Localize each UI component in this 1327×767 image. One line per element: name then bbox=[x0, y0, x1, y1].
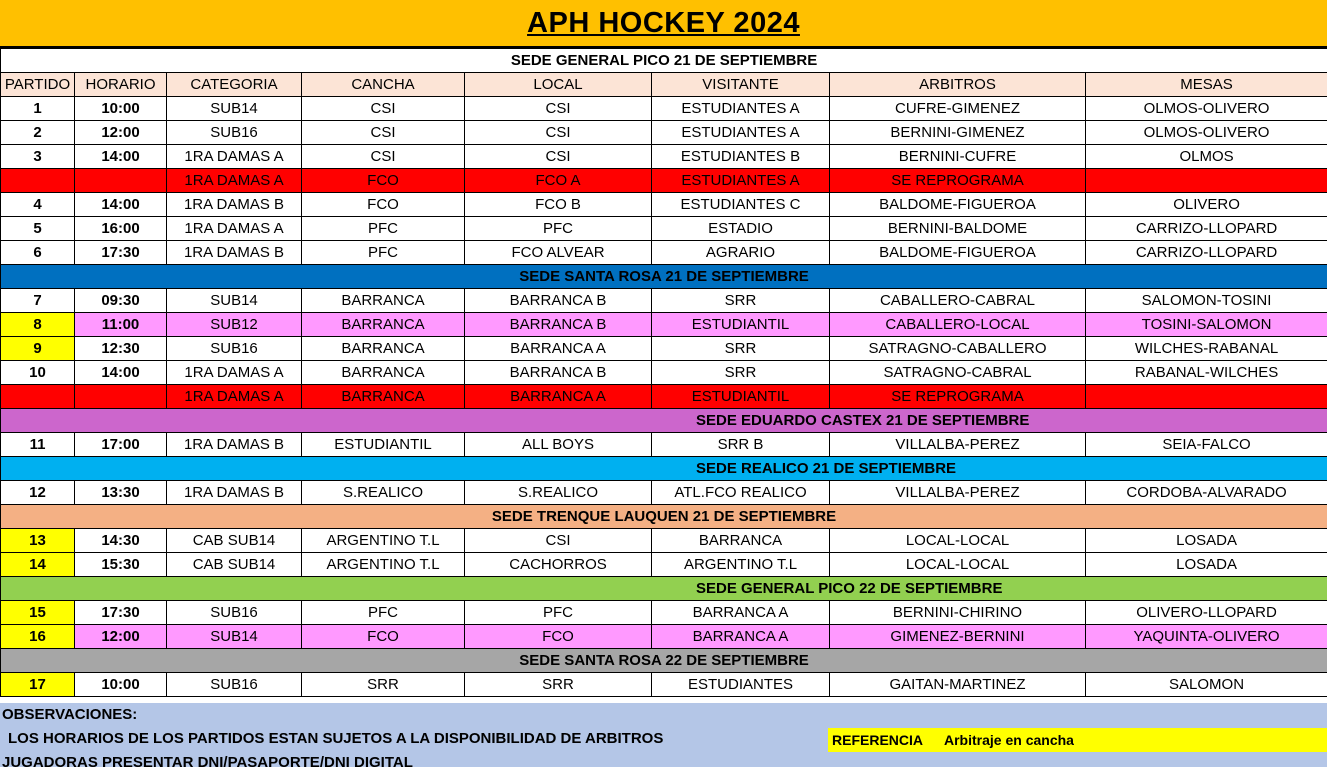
partido-cell[interactable]: 3 bbox=[1, 145, 75, 169]
categoria-cell[interactable]: SUB14 bbox=[167, 625, 302, 649]
match-row bbox=[1, 529, 1327, 553]
mesas-cell[interactable]: TOSINI-SALOMON bbox=[1086, 313, 1327, 337]
partido-cell[interactable]: 9 bbox=[1, 337, 75, 361]
horario-cell[interactable]: 10:00 bbox=[75, 673, 167, 697]
match-row bbox=[1, 433, 1327, 457]
horario-cell[interactable]: 11:00 bbox=[75, 313, 167, 337]
partido-cell[interactable]: 4 bbox=[1, 193, 75, 217]
cancha-cell[interactable]: BARRANCA bbox=[302, 337, 465, 361]
local-cell[interactable]: PFC bbox=[465, 601, 652, 625]
arbitros-cell[interactable]: VILLALBA-PEREZ bbox=[830, 433, 1086, 457]
venue-title[interactable]: SEDE GENERAL PICO 22 DE SEPTIEMBRE bbox=[1, 577, 1327, 601]
match-row bbox=[1, 337, 1327, 361]
partido-cell[interactable]: 15 bbox=[1, 601, 75, 625]
categoria-cell[interactable]: 1RA DAMAS A bbox=[167, 169, 302, 193]
visitante-cell[interactable]: ESTUDIANTES A bbox=[652, 121, 830, 145]
horario-cell[interactable] bbox=[75, 169, 167, 193]
partido-cell[interactable]: 8 bbox=[1, 313, 75, 337]
venue-title[interactable]: SEDE SANTA ROSA 22 DE SEPTIEMBRE bbox=[1, 649, 1327, 673]
visitante-cell[interactable]: BARRANCA A bbox=[652, 625, 830, 649]
mesas-cell[interactable] bbox=[1086, 169, 1327, 193]
mesas-cell[interactable]: RABANAL-WILCHES bbox=[1086, 361, 1327, 385]
match-row bbox=[1, 145, 1327, 169]
column-header[interactable]: CANCHA bbox=[302, 73, 465, 97]
local-cell[interactable]: CACHORROS bbox=[465, 553, 652, 577]
categoria-cell[interactable]: SUB14 bbox=[167, 289, 302, 313]
partido-cell[interactable]: 12 bbox=[1, 481, 75, 505]
cancha-cell[interactable]: CSI bbox=[302, 121, 465, 145]
partido-cell[interactable]: 14 bbox=[1, 553, 75, 577]
local-cell[interactable]: BARRANCA A bbox=[465, 385, 652, 409]
partido-cell[interactable]: 5 bbox=[1, 217, 75, 241]
sheet-title: APH HOCKEY 2024 bbox=[527, 6, 800, 39]
mesas-cell[interactable]: LOSADA bbox=[1086, 553, 1327, 577]
venue-title[interactable]: SEDE REALICO 21 DE SEPTIEMBRE bbox=[1, 457, 1327, 481]
mesas-cell[interactable]: CARRIZO-LLOPARD bbox=[1086, 241, 1327, 265]
arbitros-cell[interactable]: CABALLERO-LOCAL bbox=[830, 313, 1086, 337]
venue-row bbox=[1, 265, 1327, 289]
observations-title: OBSERVACIONES: bbox=[2, 706, 138, 723]
visitante-cell[interactable]: ESTUDIANTIL bbox=[652, 313, 830, 337]
arbitros-cell[interactable]: LOCAL-LOCAL bbox=[830, 553, 1086, 577]
match-row bbox=[1, 361, 1327, 385]
match-row bbox=[1, 193, 1327, 217]
mesas-cell[interactable]: SALOMON bbox=[1086, 673, 1327, 697]
cancha-cell[interactable]: BARRANCA bbox=[302, 313, 465, 337]
horario-cell[interactable]: 14:30 bbox=[75, 529, 167, 553]
visitante-cell[interactable]: SRR bbox=[652, 289, 830, 313]
venue-title[interactable]: SEDE GENERAL PICO 21 DE SEPTIEMBRE bbox=[1, 49, 1327, 73]
local-cell[interactable]: PFC bbox=[465, 217, 652, 241]
cancha-cell[interactable]: S.REALICO bbox=[302, 481, 465, 505]
cancha-cell[interactable]: FCO bbox=[302, 169, 465, 193]
reference-box bbox=[828, 728, 1327, 752]
categoria-cell[interactable]: 1RA DAMAS B bbox=[167, 433, 302, 457]
partido-cell[interactable]: 2 bbox=[1, 121, 75, 145]
cancha-cell[interactable]: ESTUDIANTIL bbox=[302, 433, 465, 457]
arbitros-cell[interactable]: VILLALBA-PEREZ bbox=[830, 481, 1086, 505]
local-cell[interactable]: FCO ALVEAR bbox=[465, 241, 652, 265]
column-header[interactable]: ARBITROS bbox=[830, 73, 1086, 97]
cancha-cell[interactable]: FCO bbox=[302, 625, 465, 649]
venue-title[interactable]: SEDE EDUARDO CASTEX 21 DE SEPTIEMBRE bbox=[1, 409, 1327, 433]
partido-cell[interactable] bbox=[1, 169, 75, 193]
arbitros-cell[interactable]: SE REPROGRAMA bbox=[830, 385, 1086, 409]
visitante-cell[interactable]: ATL.FCO REALICO bbox=[652, 481, 830, 505]
arbitros-cell[interactable]: SE REPROGRAMA bbox=[830, 169, 1086, 193]
match-row bbox=[1, 241, 1327, 265]
visitante-cell[interactable]: ESTUDIANTES A bbox=[652, 97, 830, 121]
categoria-cell[interactable]: SUB12 bbox=[167, 313, 302, 337]
match-row bbox=[1, 481, 1327, 505]
cancha-cell[interactable]: PFC bbox=[302, 241, 465, 265]
horario-cell[interactable]: 10:00 bbox=[75, 97, 167, 121]
column-header[interactable]: LOCAL bbox=[465, 73, 652, 97]
horario-cell[interactable]: 14:00 bbox=[75, 361, 167, 385]
mesas-cell[interactable]: CARRIZO-LLOPARD bbox=[1086, 217, 1327, 241]
mesas-cell[interactable]: WILCHES-RABANAL bbox=[1086, 337, 1327, 361]
categoria-cell[interactable]: 1RA DAMAS A bbox=[167, 385, 302, 409]
venue-title[interactable]: SEDE TRENQUE LAUQUEN 21 DE SEPTIEMBRE bbox=[1, 505, 1327, 529]
local-cell[interactable]: FCO B bbox=[465, 193, 652, 217]
horario-cell[interactable] bbox=[75, 385, 167, 409]
match-row bbox=[1, 217, 1327, 241]
partido-cell[interactable]: 17 bbox=[1, 673, 75, 697]
cancha-cell[interactable]: PFC bbox=[302, 217, 465, 241]
arbitros-cell[interactable]: BERNINI-CUFRE bbox=[830, 145, 1086, 169]
header-row bbox=[1, 73, 1327, 97]
visitante-cell[interactable]: ARGENTINO T.L bbox=[652, 553, 830, 577]
horario-cell[interactable]: 09:30 bbox=[75, 289, 167, 313]
match-row bbox=[1, 289, 1327, 313]
visitante-cell[interactable]: BARRANCA A bbox=[652, 601, 830, 625]
horario-cell[interactable]: 12:00 bbox=[75, 625, 167, 649]
partido-cell[interactable]: 6 bbox=[1, 241, 75, 265]
cancha-cell[interactable]: FCO bbox=[302, 193, 465, 217]
venue-row bbox=[1, 505, 1327, 529]
venue-row bbox=[1, 457, 1327, 481]
categoria-cell[interactable]: 1RA DAMAS B bbox=[167, 481, 302, 505]
horario-cell[interactable]: 16:00 bbox=[75, 217, 167, 241]
visitante-cell[interactable]: SRR bbox=[652, 361, 830, 385]
visitante-cell[interactable]: ESTUDIANTIL bbox=[652, 385, 830, 409]
mesas-cell[interactable]: YAQUINTA-OLIVERO bbox=[1086, 625, 1327, 649]
column-header[interactable]: VISITANTE bbox=[652, 73, 830, 97]
match-row bbox=[1, 553, 1327, 577]
horario-cell[interactable]: 15:30 bbox=[75, 553, 167, 577]
arbitros-cell[interactable]: BERNINI-CHIRINO bbox=[830, 601, 1086, 625]
observation-line-1: LOS HORARIOS DE LOS PARTIDOS ESTAN SUJETOS A LA DISPONIBILIDAD DE ARBITROS bbox=[8, 730, 664, 747]
categoria-cell[interactable]: 1RA DAMAS A bbox=[167, 361, 302, 385]
horario-cell[interactable]: 12:30 bbox=[75, 337, 167, 361]
visitante-cell[interactable]: ESTUDIANTES bbox=[652, 673, 830, 697]
arbitros-cell[interactable]: SATRAGNO-CABRAL bbox=[830, 361, 1086, 385]
match-row bbox=[1, 313, 1327, 337]
partido-cell[interactable]: 7 bbox=[1, 289, 75, 313]
match-row bbox=[1, 625, 1327, 649]
categoria-cell[interactable]: SUB16 bbox=[167, 337, 302, 361]
categoria-cell[interactable]: SUB16 bbox=[167, 601, 302, 625]
visitante-cell[interactable]: ESTADIO bbox=[652, 217, 830, 241]
partido-cell[interactable]: 11 bbox=[1, 433, 75, 457]
reference-value: Arbitraje en cancha bbox=[944, 732, 1074, 748]
column-header[interactable]: MESAS bbox=[1086, 73, 1327, 97]
categoria-cell[interactable]: SUB16 bbox=[167, 121, 302, 145]
categoria-cell[interactable]: 1RA DAMAS B bbox=[167, 241, 302, 265]
local-cell[interactable]: CSI bbox=[465, 529, 652, 553]
schedule-table bbox=[0, 48, 1327, 697]
match-row bbox=[1, 121, 1327, 145]
arbitros-cell[interactable]: BALDOME-FIGUEROA bbox=[830, 193, 1086, 217]
mesas-cell[interactable] bbox=[1086, 385, 1327, 409]
mesas-cell[interactable]: OLIVERO-LLOPARD bbox=[1086, 601, 1327, 625]
cancha-cell[interactable]: ARGENTINO T.L bbox=[302, 553, 465, 577]
arbitros-cell[interactable]: BERNINI-BALDOME bbox=[830, 217, 1086, 241]
local-cell[interactable]: BARRANCA B bbox=[465, 313, 652, 337]
observation-line-2: JUGADORAS PRESENTAR DNI/PASAPORTE/DNI DIGITAL bbox=[2, 754, 413, 767]
local-cell[interactable]: FCO bbox=[465, 625, 652, 649]
visitante-cell[interactable]: SRR B bbox=[652, 433, 830, 457]
venue-row bbox=[1, 49, 1327, 73]
categoria-cell[interactable]: 1RA DAMAS A bbox=[167, 145, 302, 169]
cancha-cell[interactable]: ARGENTINO T.L bbox=[302, 529, 465, 553]
mesas-cell[interactable]: SEIA-FALCO bbox=[1086, 433, 1327, 457]
match-row bbox=[1, 601, 1327, 625]
venue-row bbox=[1, 577, 1327, 601]
match-row bbox=[1, 673, 1327, 697]
venue-row bbox=[1, 649, 1327, 673]
mesas-cell[interactable]: LOSADA bbox=[1086, 529, 1327, 553]
local-cell[interactable]: BARRANCA A bbox=[465, 337, 652, 361]
local-cell[interactable]: CSI bbox=[465, 121, 652, 145]
arbitros-cell[interactable]: GAITAN-MARTINEZ bbox=[830, 673, 1086, 697]
local-cell[interactable]: BARRANCA B bbox=[465, 289, 652, 313]
horario-cell[interactable]: 17:30 bbox=[75, 241, 167, 265]
cancha-cell[interactable]: BARRANCA bbox=[302, 361, 465, 385]
venue-title[interactable]: SEDE SANTA ROSA 21 DE SEPTIEMBRE bbox=[1, 265, 1327, 289]
mesas-cell[interactable]: OLMOS-OLIVERO bbox=[1086, 97, 1327, 121]
cancha-cell[interactable]: CSI bbox=[302, 97, 465, 121]
reprogrammed-row bbox=[1, 385, 1327, 409]
arbitros-cell[interactable]: LOCAL-LOCAL bbox=[830, 529, 1086, 553]
visitante-cell[interactable]: AGRARIO bbox=[652, 241, 830, 265]
reprogrammed-row bbox=[1, 169, 1327, 193]
partido-cell[interactable]: 10 bbox=[1, 361, 75, 385]
visitante-cell[interactable]: ESTUDIANTES C bbox=[652, 193, 830, 217]
categoria-cell[interactable]: SUB14 bbox=[167, 97, 302, 121]
reference-label: REFERENCIA bbox=[832, 732, 924, 748]
arbitros-cell[interactable]: BERNINI-GIMENEZ bbox=[830, 121, 1086, 145]
sheet-title-bar bbox=[0, 0, 1327, 48]
partido-cell[interactable]: 16 bbox=[1, 625, 75, 649]
local-cell[interactable]: FCO A bbox=[465, 169, 652, 193]
arbitros-cell[interactable]: BALDOME-FIGUEROA bbox=[830, 241, 1086, 265]
cancha-cell[interactable]: PFC bbox=[302, 601, 465, 625]
arbitros-cell[interactable]: CABALLERO-CABRAL bbox=[830, 289, 1086, 313]
column-header[interactable]: PARTIDO bbox=[1, 73, 75, 97]
cancha-cell[interactable]: BARRANCA bbox=[302, 385, 465, 409]
mesas-cell[interactable]: CORDOBA-ALVARADO bbox=[1086, 481, 1327, 505]
mesas-cell[interactable]: SALOMON-TOSINI bbox=[1086, 289, 1327, 313]
mesas-cell[interactable]: OLMOS-OLIVERO bbox=[1086, 121, 1327, 145]
visitante-cell[interactable]: BARRANCA bbox=[652, 529, 830, 553]
cancha-cell[interactable]: CSI bbox=[302, 145, 465, 169]
categoria-cell[interactable]: CAB SUB14 bbox=[167, 553, 302, 577]
arbitros-cell[interactable]: SATRAGNO-CABALLERO bbox=[830, 337, 1086, 361]
observations-panel bbox=[0, 703, 1327, 767]
visitante-cell[interactable]: SRR bbox=[652, 337, 830, 361]
column-header[interactable]: CATEGORIA bbox=[167, 73, 302, 97]
column-header[interactable]: HORARIO bbox=[75, 73, 167, 97]
match-row bbox=[1, 97, 1327, 121]
categoria-cell[interactable]: 1RA DAMAS A bbox=[167, 217, 302, 241]
visitante-cell[interactable]: ESTUDIANTES A bbox=[652, 169, 830, 193]
cancha-cell[interactable]: SRR bbox=[302, 673, 465, 697]
categoria-cell[interactable]: CAB SUB14 bbox=[167, 529, 302, 553]
horario-cell[interactable]: 17:00 bbox=[75, 433, 167, 457]
arbitros-cell[interactable]: CUFRE-GIMENEZ bbox=[830, 97, 1086, 121]
visitante-cell[interactable]: ESTUDIANTES B bbox=[652, 145, 830, 169]
partido-cell[interactable] bbox=[1, 385, 75, 409]
mesas-cell[interactable]: OLIVERO bbox=[1086, 193, 1327, 217]
local-cell[interactable]: SRR bbox=[465, 673, 652, 697]
local-cell[interactable]: CSI bbox=[465, 145, 652, 169]
local-cell[interactable]: BARRANCA B bbox=[465, 361, 652, 385]
partido-cell[interactable]: 13 bbox=[1, 529, 75, 553]
categoria-cell[interactable]: 1RA DAMAS B bbox=[167, 193, 302, 217]
cancha-cell[interactable]: BARRANCA bbox=[302, 289, 465, 313]
horario-cell[interactable]: 14:00 bbox=[75, 145, 167, 169]
categoria-cell[interactable]: SUB16 bbox=[167, 673, 302, 697]
horario-cell[interactable]: 13:30 bbox=[75, 481, 167, 505]
arbitros-cell[interactable]: GIMENEZ-BERNINI bbox=[830, 625, 1086, 649]
partido-cell[interactable]: 1 bbox=[1, 97, 75, 121]
horario-cell[interactable]: 17:30 bbox=[75, 601, 167, 625]
local-cell[interactable]: S.REALICO bbox=[465, 481, 652, 505]
local-cell[interactable]: CSI bbox=[465, 97, 652, 121]
local-cell[interactable]: ALL BOYS bbox=[465, 433, 652, 457]
mesas-cell[interactable]: OLMOS bbox=[1086, 145, 1327, 169]
horario-cell[interactable]: 14:00 bbox=[75, 193, 167, 217]
horario-cell[interactable]: 12:00 bbox=[75, 121, 167, 145]
venue-row bbox=[1, 409, 1327, 433]
